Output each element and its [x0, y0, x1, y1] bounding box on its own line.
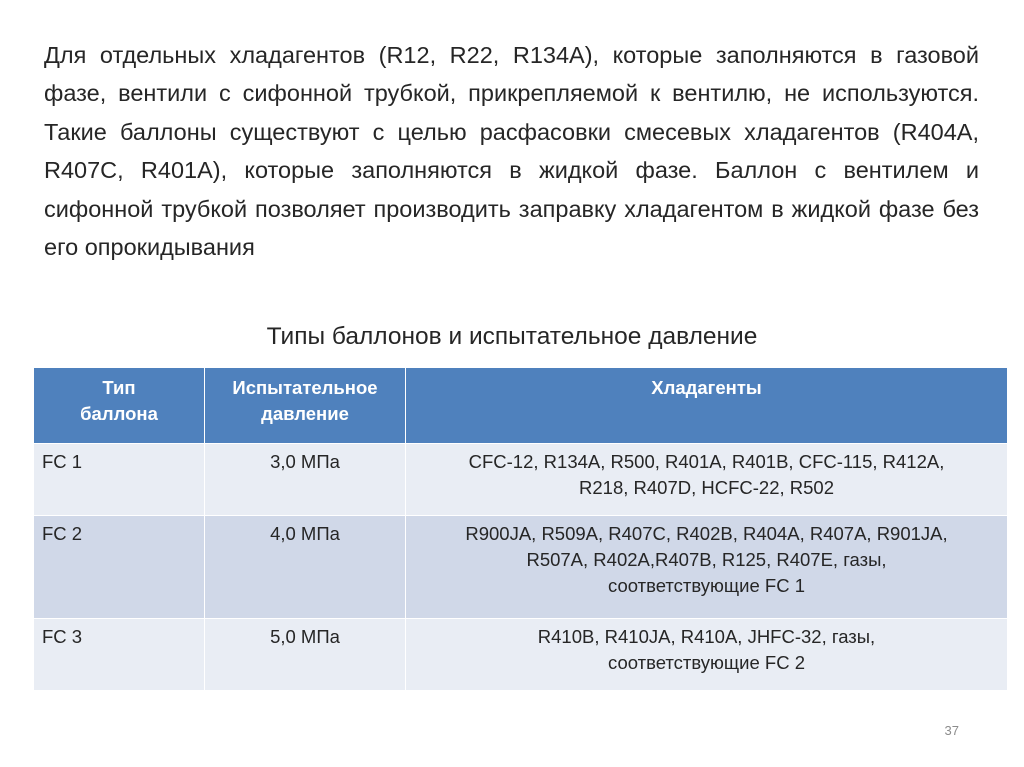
header-cylinder-type [34, 368, 205, 444]
cell-cylinder-type: FC 2 [34, 516, 205, 619]
refrigerants-line: соответствующие FC 1 [607, 575, 805, 596]
refrigerants-line: CFC-12, R134A, R500, R401A, R401B, CFC-115, R412A, [468, 451, 945, 472]
table-title: Типы баллонов и испытательное давление [266, 323, 758, 350]
cylinder-types-table [33, 367, 1008, 691]
cell-test-pressure: 3,0 МПа [205, 444, 406, 516]
header-test-pressure-line2: давление [261, 403, 349, 424]
refrigerants-line: R218, R407D, HCFC-22, R502 [579, 477, 834, 498]
refrigerants-line: соответствующие FC 2 [607, 652, 805, 673]
cell-refrigerants [406, 619, 1008, 691]
page-number: 37 [944, 723, 959, 738]
cell-refrigerants [406, 516, 1008, 619]
table-row [34, 444, 1008, 516]
cell-cylinder-type: FC 1 [34, 444, 205, 516]
header-cylinder-type-line1: Тип [102, 377, 136, 398]
header-test-pressure-line1: Испытательное [232, 377, 378, 398]
table-row [34, 619, 1008, 691]
table-row [34, 516, 1008, 619]
refrigerants-line: R410B, R410JA, R410A, JHFC-32, газы, [537, 626, 876, 647]
body-paragraph: Для отдельных хладагентов (R12, R22, R134A), которые заполняются в газовой фазе, вентили с сифонной трубкой, прикрепляемой к вентилю, не используются. Такие баллоны существуют с целью расфасовки смесевых хладагентов (R404A, R407C, R401A), которые заполняются в жидкой фазе. Баллон с вентилем и сифонной трубкой позволяет производить заправку хладагентом в жидкой фазе без его опрокидывания [44, 42, 979, 261]
cell-test-pressure: 5,0 МПа [205, 619, 406, 691]
refrigerants-line: R900JA, R509A, R407C, R402B, R404A, R407A, R901JA, [465, 523, 948, 544]
cell-refrigerants [406, 444, 1008, 516]
refrigerants-line: R507A, R402A,R407B, R125, R407E, газы, [526, 549, 887, 570]
header-test-pressure [205, 368, 406, 444]
cell-test-pressure: 4,0 МПа [205, 516, 406, 619]
header-cylinder-type-line2: баллона [80, 403, 158, 424]
cell-cylinder-type: FC 3 [34, 619, 205, 691]
table-header-row [34, 368, 1008, 444]
header-refrigerants: Хладагенты [406, 368, 1008, 444]
